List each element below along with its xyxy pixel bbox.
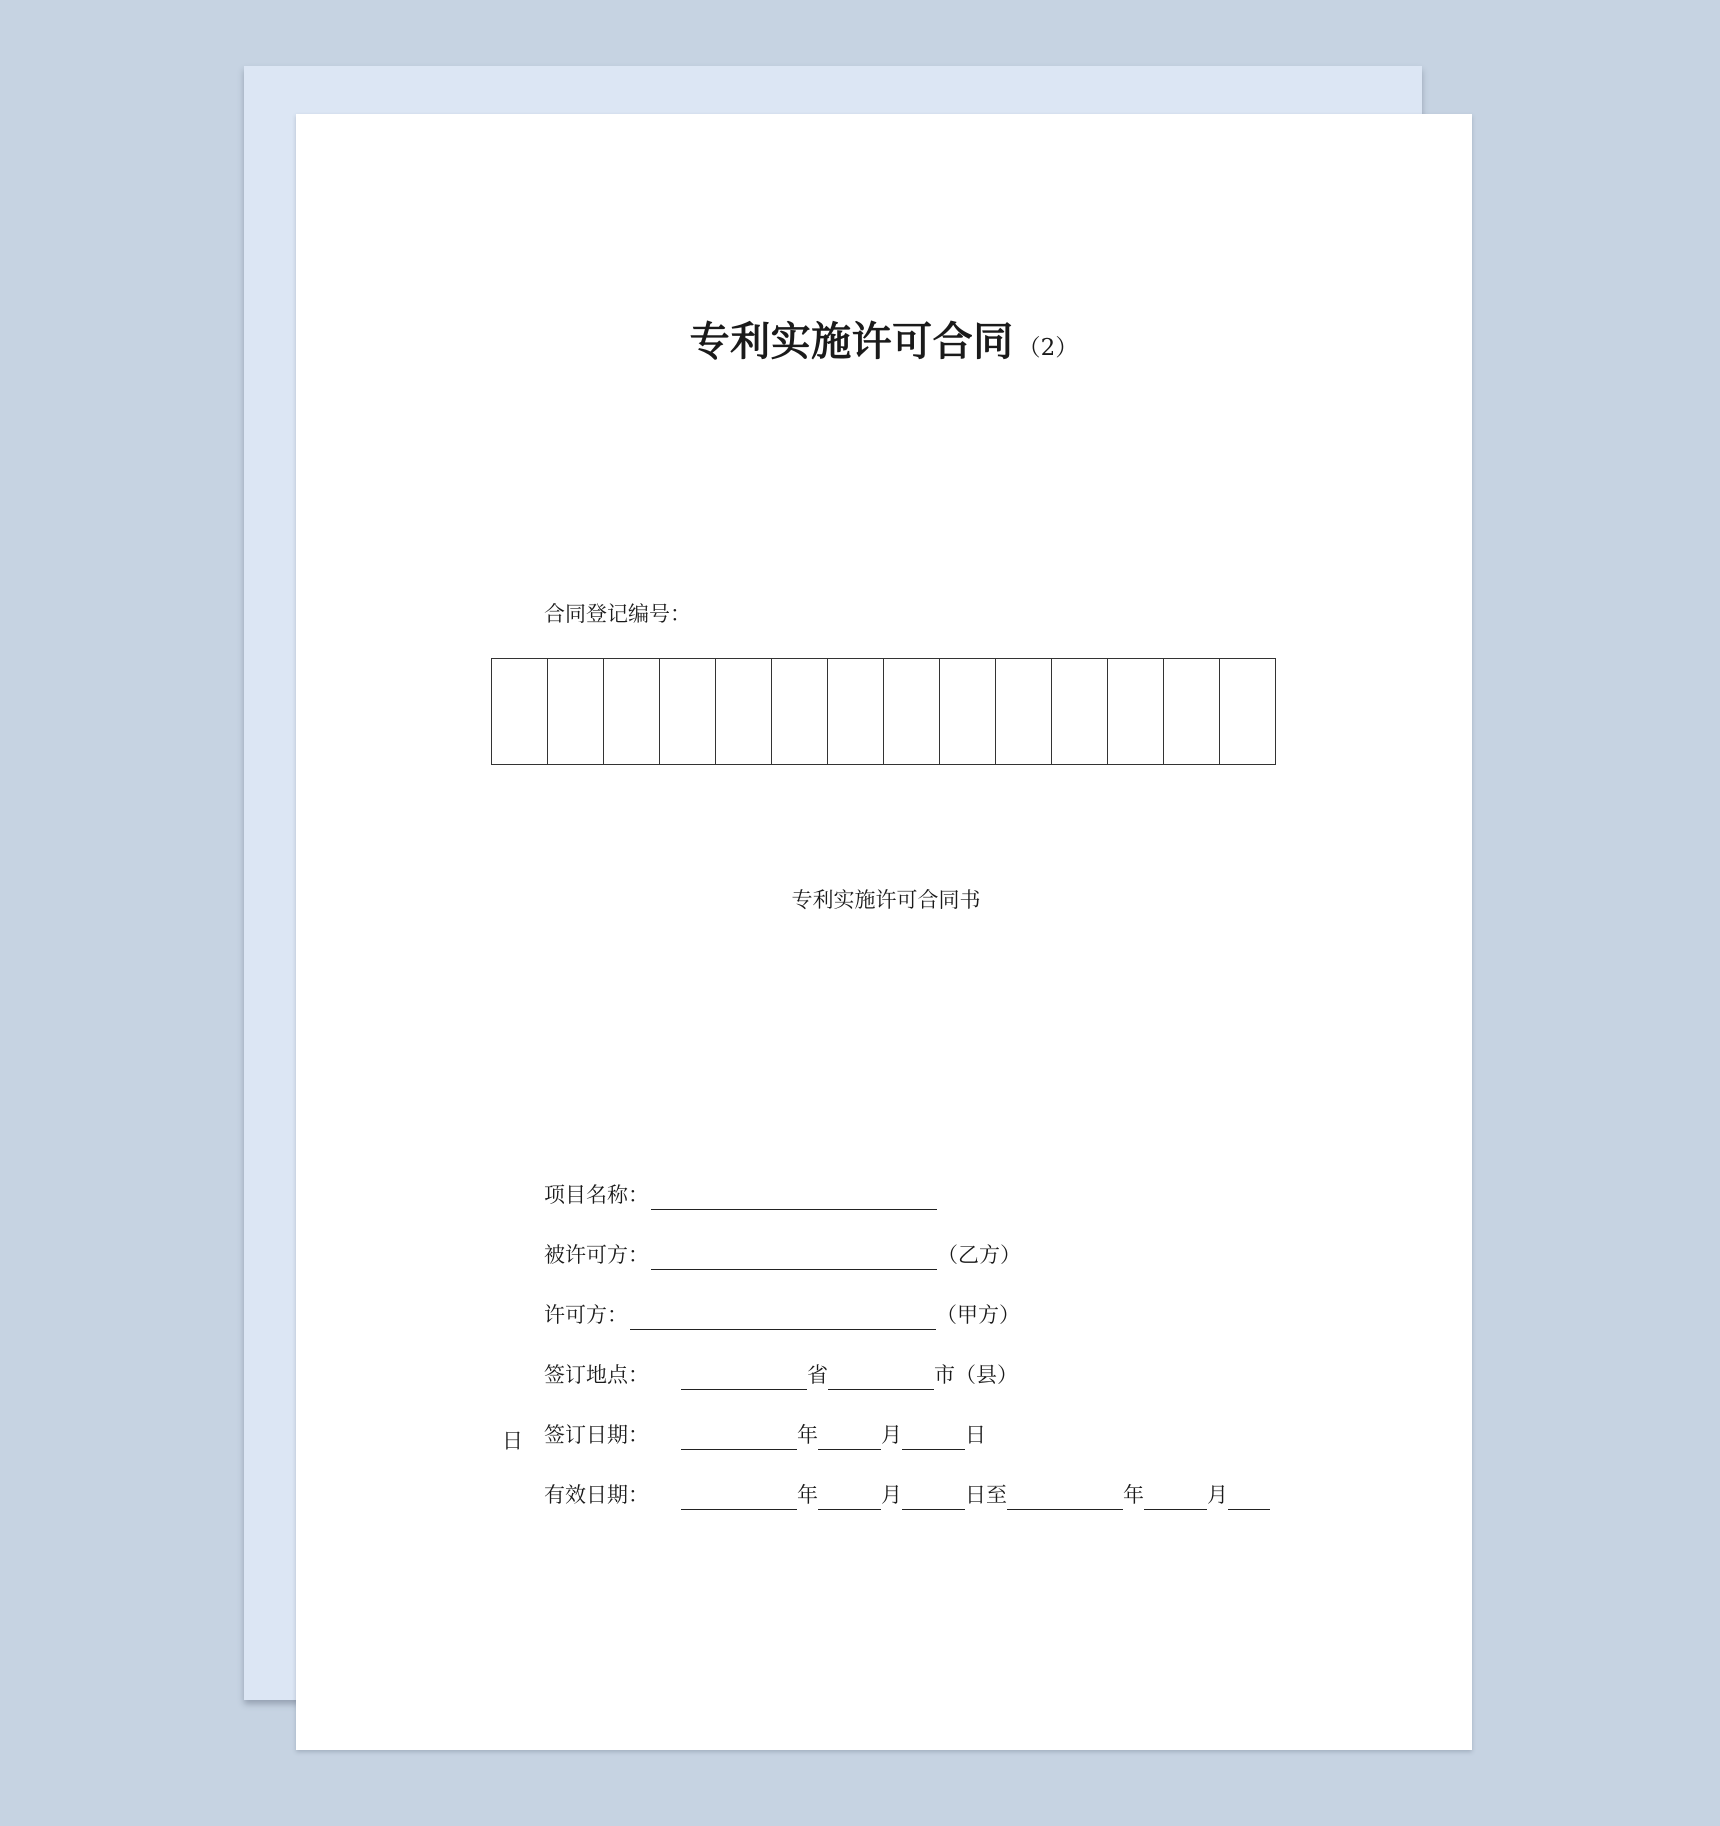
project-name-field bbox=[544, 1178, 937, 1210]
licensor-field bbox=[544, 1298, 1020, 1330]
registration-number-boxes bbox=[491, 658, 1276, 765]
signing-place-label: 签订地点： bbox=[544, 1363, 649, 1387]
valid-month2-label: 月 bbox=[1207, 1483, 1228, 1507]
document-title bbox=[296, 310, 1472, 367]
valid-year-label: 年 bbox=[797, 1483, 818, 1507]
registration-digit-box[interactable] bbox=[940, 658, 996, 765]
signing-date-field bbox=[544, 1418, 986, 1450]
licensor-suffix: （甲方） bbox=[936, 1303, 1020, 1327]
registration-digit-box[interactable] bbox=[548, 658, 604, 765]
licensee-blank[interactable] bbox=[651, 1243, 937, 1270]
signing-year-label: 年 bbox=[797, 1423, 818, 1447]
registration-label: 合同登记编号： bbox=[544, 602, 691, 626]
valid-day-to-label: 日至 bbox=[965, 1483, 1007, 1507]
province-label: 省 bbox=[807, 1363, 828, 1387]
registration-digit-box[interactable] bbox=[1052, 658, 1108, 765]
registration-digit-box[interactable] bbox=[1220, 658, 1276, 765]
signing-date-label: 签订日期： bbox=[544, 1423, 649, 1447]
title-main: 专利实施许可合同 bbox=[689, 319, 1014, 365]
licensee-suffix: （乙方） bbox=[937, 1243, 1021, 1267]
registration-digit-box[interactable] bbox=[1108, 658, 1164, 765]
city-blank[interactable] bbox=[828, 1363, 934, 1390]
registration-digit-box[interactable] bbox=[660, 658, 716, 765]
valid-date-field bbox=[544, 1478, 1270, 1510]
project-name-blank[interactable] bbox=[651, 1183, 937, 1210]
licensor-blank[interactable] bbox=[630, 1303, 936, 1330]
valid-month-blank[interactable] bbox=[818, 1483, 881, 1510]
valid-year2-label: 年 bbox=[1123, 1483, 1144, 1507]
registration-digit-box[interactable] bbox=[772, 658, 828, 765]
valid-day2-label: 日 bbox=[502, 1429, 523, 1453]
registration-digit-box[interactable] bbox=[1164, 658, 1220, 765]
valid-month2-blank[interactable] bbox=[1144, 1483, 1207, 1510]
province-blank[interactable] bbox=[681, 1363, 807, 1390]
signing-year-blank[interactable] bbox=[681, 1423, 797, 1450]
city-label: 市（县） bbox=[934, 1363, 1018, 1387]
signing-month-label: 月 bbox=[881, 1423, 902, 1447]
registration-digit-box[interactable] bbox=[828, 658, 884, 765]
valid-month-label: 月 bbox=[881, 1483, 902, 1507]
signing-place-field bbox=[544, 1358, 1018, 1390]
licensee-field bbox=[544, 1238, 1021, 1270]
valid-day2-blank[interactable] bbox=[1228, 1483, 1270, 1510]
valid-year2-blank[interactable] bbox=[1007, 1483, 1123, 1510]
valid-year-blank[interactable] bbox=[681, 1483, 797, 1510]
document-subtitle: 专利实施许可合同书 bbox=[791, 888, 981, 912]
registration-digit-box[interactable] bbox=[884, 658, 940, 765]
valid-day-blank[interactable] bbox=[902, 1483, 965, 1510]
project-name-label: 项目名称： bbox=[544, 1183, 649, 1207]
title-suffix: （2） bbox=[1017, 335, 1079, 361]
registration-digit-box[interactable] bbox=[996, 658, 1052, 765]
valid-date-label: 有效日期： bbox=[544, 1483, 649, 1507]
document-page bbox=[296, 114, 1472, 1750]
registration-digit-box[interactable] bbox=[716, 658, 772, 765]
signing-day-label: 日 bbox=[965, 1423, 986, 1447]
licensor-label: 许可方： bbox=[544, 1303, 628, 1327]
registration-digit-box[interactable] bbox=[604, 658, 660, 765]
licensee-label: 被许可方： bbox=[544, 1243, 649, 1267]
signing-day-blank[interactable] bbox=[902, 1423, 965, 1450]
signing-month-blank[interactable] bbox=[818, 1423, 881, 1450]
registration-digit-box[interactable] bbox=[492, 658, 548, 765]
